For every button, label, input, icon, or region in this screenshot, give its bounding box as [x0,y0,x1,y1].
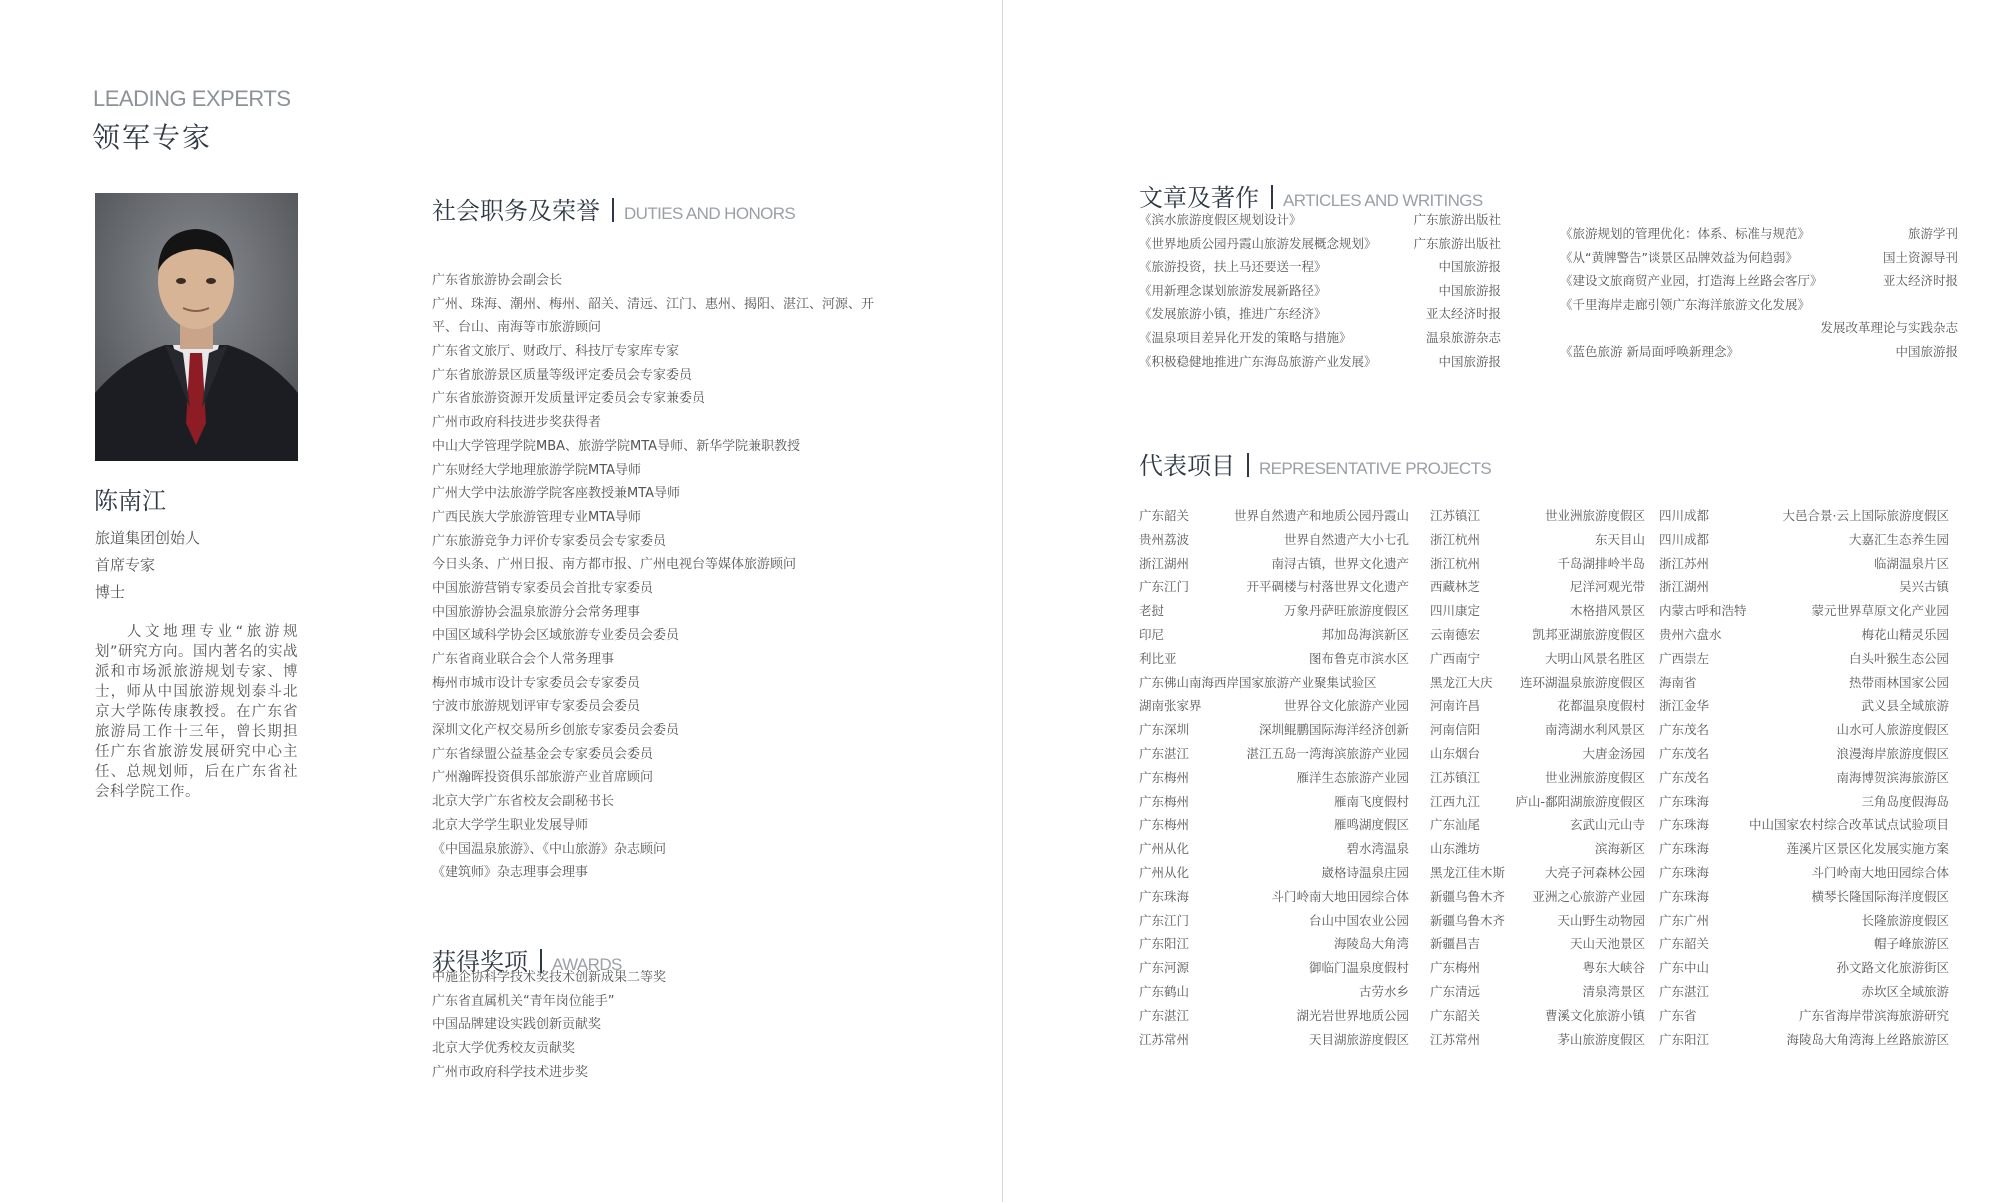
project-name: 斗门岭南大地田园综合体 [1271,888,1409,904]
duties-heading-cn: 社会职务及荣誉 [432,197,600,225]
project-name: 大嘉汇生态养生园 [1848,531,1949,547]
project-location: 广东珠海 [1659,817,1710,833]
project-name: 曹溪文化旅游小镇 [1544,1007,1645,1023]
heading-separator [612,198,614,222]
project-item [1139,599,1409,623]
duty-item: 今日头条、广州日报、南方都市报、广州电视台等媒体旅游顾问 [432,557,797,573]
project-name: 赤坎区全域旅游 [1861,984,1949,999]
project-location: 广州从化 [1139,841,1190,857]
project-location: 贵州荔波 [1139,531,1190,547]
project-name: 花都温泉度假村 [1557,698,1645,714]
project-location: 广东韶关 [1430,1007,1481,1023]
article-title: 《发展旅游小镇，推进广东经济》 [1139,306,1327,322]
article-item [1560,340,1958,364]
project-location: 浙江湖州 [1139,555,1190,571]
project-name: 莲溪片区景区化发展实施方案 [1786,841,1949,857]
project-name: 世界自然遗产和地质公园丹霞山 [1233,508,1409,523]
project-name: 临湖温泉片区 [1873,555,1949,571]
project-location: 广东梅州 [1139,817,1190,833]
article-title: 《建设文旅商贸产业园，打造海上丝路会客厅》 [1560,273,1823,289]
article-title: 《旅游投资，扶上马还要送一程》 [1139,259,1327,275]
project-item [1659,671,1949,695]
article-item [1560,222,1958,246]
project-name: 大唐金汤园 [1582,746,1645,761]
project-location: 浙江苏州 [1659,555,1710,571]
duty-item: 广东省商业联合会个人常务理事 [432,652,615,667]
project-location: 新疆乌鲁木齐 [1430,912,1506,928]
project-item [1659,885,1949,909]
project-item [1659,623,1949,647]
project-name: 雁洋生态旅游产业园 [1296,769,1409,785]
awards-heading-en: AWARDS [552,955,622,974]
project-name: 湛江五岛一湾海滨旅游产业园 [1246,746,1409,761]
project-location: 印尼 [1139,627,1165,642]
project-location: 广东韶关 [1659,936,1710,952]
project-name: 大邑合景·云上国际旅游度假区 [1782,508,1949,523]
project-item [1659,909,1949,933]
project-name: 海陵岛大角湾 [1333,936,1409,952]
duty-item: 北京大学学生职业发展导师 [432,817,589,833]
project-name: 浪漫海岸旅游度假区 [1836,746,1949,761]
project-name: 碧水湾温泉 [1346,841,1409,857]
project-location: 广东中山 [1659,960,1710,976]
project-item [1139,718,1409,742]
project-item [1139,956,1409,980]
duty-item: 广西民族大学旅游管理专业MTA导师 [432,509,642,525]
project-item [1659,813,1949,837]
expert-title-founder: 旅道集团创始人 [95,529,201,547]
project-location: 浙江湖州 [1659,579,1710,595]
project-location: 广东珠海 [1659,888,1710,904]
articles-heading-cn: 文章及著作 [1139,184,1259,212]
project-name: 茅山旅游度假区 [1557,1031,1645,1047]
article-item [1139,232,1501,256]
award-item: 中施企协科学技术奖技术创新成果二等奖 [432,970,667,985]
project-name: 邦加岛海滨新区 [1321,627,1409,642]
project-item [1139,790,1409,814]
projects-heading-en: REPRESENTATIVE PROJECTS [1259,459,1492,478]
project-item [1430,956,1645,980]
article-publisher: 中国旅游报 [1895,344,1958,359]
article-publisher: 中国旅游报 [1438,259,1501,275]
project-name: 梅花山精灵乐园 [1861,627,1949,642]
project-name: 天山天池景区 [1569,936,1645,952]
project-location: 山东潍坊 [1430,841,1481,857]
project-name: 雁南飞度假村 [1333,793,1409,809]
leading-experts-cn: 领军专家 [92,121,213,154]
project-location: 山东烟台 [1430,746,1481,761]
project-item [1659,575,1949,599]
project-item [1659,1004,1949,1028]
project-item [1430,575,1645,599]
project-name: 木格措风景区 [1569,603,1645,619]
project-name: 东天目山 [1594,531,1645,547]
project-name: 庐山-鄱阳湖旅游度假区 [1515,793,1645,809]
project-item [1139,575,1409,599]
project-item [1659,504,1949,528]
project-location: 海南省 [1659,674,1697,690]
project-item [1659,766,1949,790]
project-location: 黑龙江佳木斯 [1430,865,1506,880]
articles-heading-en: ARTICLES AND WRITINGS [1283,191,1483,210]
project-item [1659,861,1949,885]
project-item [1139,528,1409,552]
project-location: 江苏常州 [1430,1031,1481,1047]
project-name: 世界自然遗产大小七孔 [1283,531,1409,547]
project-item [1430,647,1645,671]
project-item [1430,1004,1645,1028]
duty-item: 广东省旅游资源开发质量评定委员会专家兼委员 [432,391,706,407]
project-item [1430,813,1645,837]
project-item [1139,837,1409,861]
project-location: 广东深圳 [1139,722,1190,738]
project-name: 南浔古镇，世界文化遗产 [1271,555,1409,571]
project-name: 凯邦亚湖旅游度假区 [1532,627,1645,642]
project-name: 万象丹萨旺旅游度假区 [1283,603,1409,619]
project-name: 三角岛度假海岛 [1861,793,1949,809]
project-item [1659,1028,1949,1052]
project-location: 云南德宏 [1430,627,1481,642]
project-location: 广东江门 [1139,579,1190,595]
project-item [1139,909,1409,933]
project-name: 亚洲之心旅游产业园 [1532,888,1645,904]
project-location: 广东茂名 [1659,769,1710,785]
project-location: 广东湛江 [1659,984,1710,999]
project-location: 广东茂名 [1659,746,1710,761]
article-title: 《用新理念谋划旅游发展新路径》 [1139,282,1327,298]
duty-item: 中国旅游营销专家委员会首批专家委员 [432,580,654,596]
project-name: 中山国家农村综合改革试点试验项目 [1748,817,1949,833]
project-name: 大亮子河森林公园 [1544,865,1645,880]
project-location: 广东茂名 [1659,722,1710,738]
project-name: 滨海新区 [1594,841,1645,857]
article-item [1139,208,1501,232]
article-publisher: 国土资源导刊 [1882,249,1958,265]
project-location: 贵州六盘水 [1659,627,1722,642]
project-location: 广西崇左 [1659,650,1710,666]
project-location: 河南许昌 [1430,698,1481,714]
project-item [1659,980,1949,1004]
project-name: 清泉湾景区 [1582,984,1645,999]
project-item [1430,932,1645,956]
project-item [1430,504,1645,528]
article-title: 《滨水旅游度假区规划设计》 [1139,212,1302,227]
project-item [1659,694,1949,718]
project-location: 河南信阳 [1430,722,1481,738]
project-name: 深圳鲲鹏国际海洋经济创新 [1258,722,1409,738]
duty-item: 广东省旅游协会副会长 [432,273,563,288]
project-location: 江西九江 [1430,793,1481,809]
project-location: 广东省 [1659,1007,1697,1023]
article-publisher: 温泉旅游杂志 [1425,330,1501,345]
duty-item: 广州、珠海、潮州、梅州、韶关、清远、江门、惠州、揭阳、湛江、河源、开 [432,296,875,312]
article-item [1560,293,1958,317]
project-item [1139,932,1409,956]
project-location: 广东珠海 [1659,841,1710,857]
project-location: 广东梅州 [1139,793,1190,809]
project-name: 御临门温泉度假村 [1308,960,1409,976]
project-item [1139,813,1409,837]
duty-item: 广东旅游竞争力评价专家委员会专家委员 [432,533,667,549]
project-name: 帽子峰旅游区 [1873,936,1949,952]
heading-separator [1247,453,1249,477]
project-location: 西藏林芝 [1430,579,1481,595]
project-location: 广东珠海 [1659,793,1710,809]
project-location: 广东鹤山 [1139,984,1190,999]
project-name: 南湾湖水利风景区 [1544,722,1645,738]
expert-name: 陈南江 [94,487,166,515]
project-location: 新疆乌鲁木齐 [1430,888,1506,904]
project-location: 广东河源 [1139,960,1190,976]
project-item [1430,623,1645,647]
project-name: 古劳水乡 [1358,984,1409,999]
project-location: 江苏镇江 [1430,769,1481,785]
project-item [1139,861,1409,885]
project-name: 世业洲旅游度假区 [1544,508,1645,523]
article-item [1139,350,1501,374]
project-item [1659,932,1949,956]
expert-title-degree: 博士 [95,583,126,601]
project-location: 广东清远 [1430,984,1481,999]
project-name: 世界谷文化旅游产业园 [1283,698,1409,714]
project-location: 广东湛江 [1139,746,1190,761]
project-item [1430,1028,1645,1052]
project-name: 广东省海岸带滨海旅游研究 [1798,1007,1949,1023]
project-item [1139,1028,1409,1052]
project-item [1430,980,1645,1004]
project-item [1430,694,1645,718]
project-item [1430,552,1645,576]
duty-item: 中山大学管理学院MBA、旅游学院MTA导师、新华学院兼职教授 [432,438,801,454]
awards-heading-cn: 获得奖项 [432,948,528,976]
article-item [1560,246,1958,270]
project-location: 利比亚 [1139,650,1177,666]
project-name: 图布鲁克市滨水区 [1308,650,1409,666]
project-item [1430,528,1645,552]
project-item [1430,790,1645,814]
duty-item: 深圳文化产权交易所乡创旅专家委员会委员 [432,723,680,739]
project-name: 世业洲旅游度假区 [1544,769,1645,785]
project-item [1139,552,1409,576]
duty-item: 北京大学广东省校友会副秘书长 [432,794,615,810]
project-location: 内蒙古呼和浩特 [1659,603,1747,619]
duty-item: 中国旅游协会温泉旅游分会常务理事 [432,604,641,620]
project-name: 蒙元世界草原文化产业园 [1811,603,1949,619]
project-location: 广东汕尾 [1430,817,1481,833]
project-name: 横琴长隆国际海洋度假区 [1811,888,1949,904]
article-item [1139,279,1501,303]
project-item [1139,647,1409,671]
project-item [1659,599,1949,623]
project-name: 长隆旅游度假区 [1861,912,1949,928]
project-location: 广东江门 [1139,912,1190,928]
heading-separator [1271,185,1273,209]
project-location: 广东梅州 [1430,960,1481,976]
article-item [1139,255,1501,279]
article-title: 《从“黄牌警告”谈景区品牌效益为何趋弱》 [1560,249,1798,265]
duty-item: 广州市政府科技进步奖获得者 [432,415,602,431]
project-item [1659,552,1949,576]
article-item [1560,316,1958,340]
projects-heading-cn: 代表项目 [1139,452,1235,480]
leading-experts-en: LEADING EXPERTS [93,86,291,111]
duty-item: 《中国温泉旅游》、《中山旅游》杂志顾问 [432,841,667,857]
project-location: 浙江金华 [1659,698,1710,714]
project-location: 广东梅州 [1139,769,1190,785]
project-name: 台山中国农业公园 [1308,912,1409,928]
project-item [1659,718,1949,742]
project-item [1139,766,1409,790]
award-item: 广东省直属机关“青年岗位能手” [432,993,615,1009]
article-item [1139,302,1501,326]
project-item [1430,742,1645,766]
project-location: 广东阳江 [1139,936,1190,952]
project-item [1430,599,1645,623]
project-location: 广州从化 [1139,865,1190,880]
article-publisher: 发展改革理论与实践杂志 [1820,320,1958,336]
article-publisher: 中国旅游报 [1438,282,1501,298]
project-item [1139,885,1409,909]
article-title: 《旅游规划的管理优化：体系、标准与规范》 [1560,226,1811,241]
project-location: 江苏镇江 [1430,508,1481,523]
duty-item: 广东财经大学地理旅游学院MTA导师 [432,462,642,478]
project-name: 武义县全域旅游 [1861,698,1949,714]
project-item [1139,980,1409,1004]
project-name: 热带雨林国家公园 [1848,674,1949,690]
project-location: 四川成都 [1659,531,1710,547]
project-item [1139,1004,1409,1028]
project-name: 开平碉楼与村落世界文化遗产 [1246,579,1409,595]
duty-item: 梅州市城市设计专家委员会专家委员 [432,675,641,691]
project-location: 广东广州 [1659,912,1710,928]
duty-item: 广州大学中法旅游学院客座教授兼MTA导师 [432,486,681,502]
project-item [1659,742,1949,766]
project-item [1659,528,1949,552]
project-location: 广东佛山南海西岸国家旅游产业聚集试验区 [1139,674,1377,690]
article-title: 《温泉项目差异化开发的策略与措施》 [1139,330,1352,345]
project-item [1659,837,1949,861]
duty-item: 平、台山、南海等市旅游顾问 [432,320,602,336]
project-item [1430,766,1645,790]
project-location: 广东珠海 [1139,888,1190,904]
project-item [1430,909,1645,933]
project-name: 崴格诗温泉庄园 [1321,865,1409,880]
project-name: 斗门岭南大地田园综合体 [1811,865,1949,880]
article-publisher: 亚太经济时报 [1882,273,1958,289]
project-item [1430,861,1645,885]
project-name: 天山野生动物园 [1557,912,1645,928]
expert-biography: 人文地理专业“旅游规划”研究方向。国内著名的实战派和市场派旅游规划专家、博士，师从中国旅游规划泰斗北京大学陈传康教授。在广东省旅游局工作十三年，曾长期担任广东省旅游发展研究中心主任、总规划师，后在广东省社会科学院工作。 [95,624,299,800]
project-item [1430,885,1645,909]
expert-portrait [95,193,298,461]
article-item [1560,269,1958,293]
expert-title-chief: 首席专家 [95,556,156,574]
duties-heading-en: DUTIES AND HONORS [624,204,796,223]
project-name: 雁鸣湖度假区 [1333,817,1409,833]
project-location: 广东阳江 [1659,1031,1710,1047]
project-name: 海陵岛大角湾海上丝路旅游区 [1786,1031,1949,1047]
project-location: 老挝 [1139,603,1165,619]
duty-item: 广东省文旅厅、财政厅、科技厅专家库专家 [432,344,680,360]
project-location: 广东珠海 [1659,865,1710,880]
duty-item: 广州瀚晖投资俱乐部旅游产业首席顾问 [432,770,654,786]
article-title: 《世界地质公园丹霞山旅游发展概念规划》 [1139,235,1377,251]
article-title: 《千里海岸走廊引领广东海洋旅游文化发展》 [1560,296,1811,312]
project-location: 广西南宁 [1430,650,1481,666]
duty-item: 广东省绿盟公益基金会专家委员会委员 [432,746,654,762]
project-item [1139,742,1409,766]
duties-list [432,269,874,885]
project-item [1659,956,1949,980]
project-name: 大明山风景名胜区 [1544,650,1645,666]
project-item [1430,671,1645,695]
project-name: 千岛湖排岭半岛 [1557,555,1645,571]
article-publisher: 亚太经济时报 [1425,306,1501,322]
project-name: 湖光岩世界地质公园 [1296,1007,1409,1023]
project-item [1659,647,1949,671]
project-item [1430,837,1645,861]
project-name: 天目湖旅游度假区 [1308,1031,1409,1047]
duty-item: 中国区域科学协会区域旅游专业委员会委员 [432,628,680,644]
project-name: 粤东大峡谷 [1582,960,1645,976]
award-item: 北京大学优秀校友贡献奖 [432,1041,576,1057]
project-location: 四川康定 [1430,603,1481,619]
project-location: 浙江杭州 [1430,555,1481,571]
awards-list [432,966,666,1084]
project-location: 黑龙江大庆 [1430,674,1493,690]
article-publisher: 广东旅游出版社 [1413,235,1501,251]
project-name: 吴兴古镇 [1898,579,1949,595]
article-publisher: 旅游学刊 [1907,226,1958,241]
project-name: 白头叶猴生态公园 [1848,650,1949,666]
project-name: 玄武山元山寺 [1569,817,1645,833]
project-item [1139,623,1409,647]
project-name: 尼洋河观光带 [1569,579,1645,595]
article-publisher: 广东旅游出版社 [1413,212,1501,227]
project-location: 广东湛江 [1139,1007,1190,1023]
article-publisher: 中国旅游报 [1438,353,1501,369]
project-item [1139,504,1409,528]
project-item [1139,694,1409,718]
project-item [1430,718,1645,742]
duty-item: 广东省旅游景区质量等级评定委员会专家委员 [432,367,693,383]
duty-item: 宁波市旅游规划评审专家委员会委员 [432,699,641,715]
article-item [1139,326,1501,350]
project-location: 四川成都 [1659,508,1710,523]
project-name: 孙文路文化旅游街区 [1836,960,1949,976]
project-name: 连环湖温泉旅游度假区 [1519,674,1645,690]
award-item: 广州市政府科学技术进步奖 [432,1064,589,1080]
project-location: 浙江杭州 [1430,531,1481,547]
article-title: 《积极稳健地推进广东海岛旅游产业发展》 [1139,353,1377,369]
project-location: 江苏常州 [1139,1031,1190,1047]
project-location: 广东韶关 [1139,508,1190,523]
article-title: 《蓝色旅游 新局面呼唤新理念》 [1560,344,1739,359]
duties-heading [432,191,795,226]
project-location: 湖南张家界 [1139,698,1202,714]
project-item [1659,790,1949,814]
project-name: 南海博贺滨海旅游区 [1836,769,1949,785]
project-item [1139,671,1409,695]
project-location: 新疆昌吉 [1430,936,1481,952]
duty-item: 《建筑师》杂志理事会理事 [432,865,589,881]
project-name: 山水可人旅游度假区 [1836,722,1949,738]
award-item: 中国品牌建设实践创新贡献奖 [432,1017,602,1033]
page-divider [1002,0,1003,1202]
projects-heading [1139,446,1491,481]
